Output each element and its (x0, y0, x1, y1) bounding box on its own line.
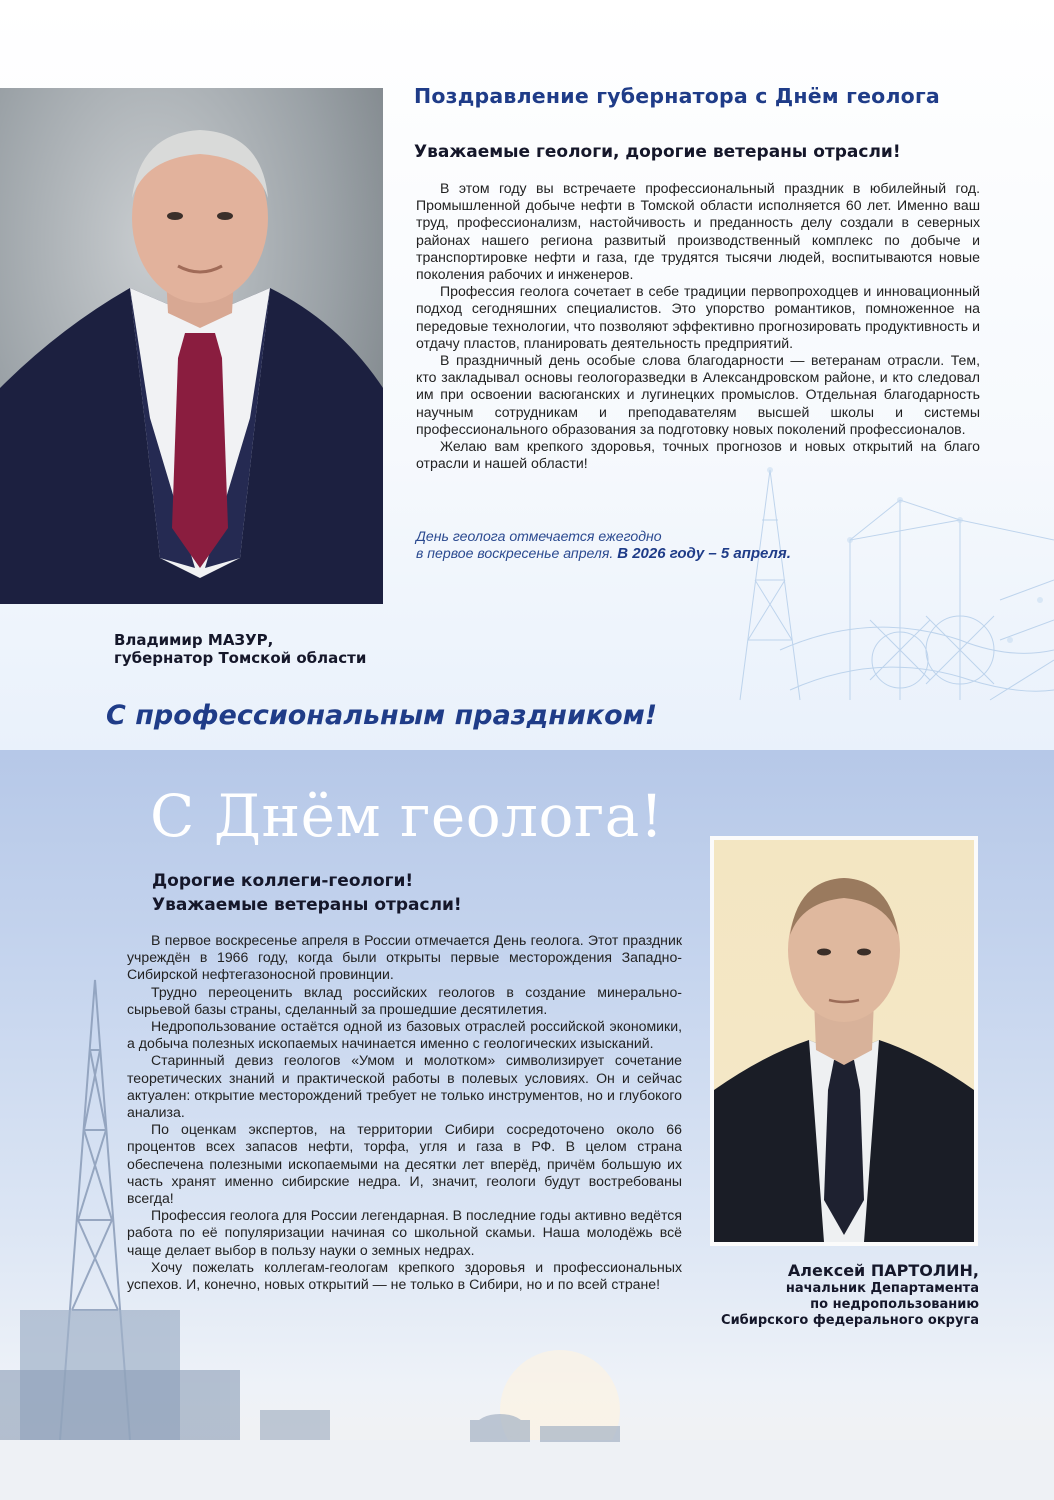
note-line-with-date (416, 545, 1016, 562)
colleague-greeting-body (127, 932, 682, 1293)
governor-greeting-salutation: Уважаемые геологи, дорогие ветераны отрасли! (414, 142, 901, 162)
body-paragraph: Профессия геолога сочетает в себе традиции первопроходцев и инновационный подход сегодняшних специалистов. Это упорство романтиков, помноженное на передовые технологии, что позволяют эффективно прогнозировать продуктивность и отдачу пластов, планировать деятельность предприятий. (416, 283, 980, 351)
signature-name: Владимир МАЗУР, (114, 631, 274, 649)
governor-signature (114, 631, 366, 667)
governor-greeting-body (416, 180, 980, 472)
body-paragraph: Хочу пожелать коллегам-геологам крепкого здоровья и профессиональных успехов. И, конечно, новых открытий — не только в Сибири, но и по всей стране! (127, 1258, 682, 1293)
geologist-day-date-note (416, 528, 1016, 562)
signature-name: Алексей ПАРТОЛИН, (787, 1261, 979, 1280)
body-paragraph: Желаю вам крепкого здоровья, точных прогнозов и новых открытий на благо отрасли и нашей области! (416, 438, 980, 472)
body-paragraph: Недропользование остаётся одной из базовых отраслей российской экономики, а добыча полезных ископаемых начинается именно с геологических изысканий. (127, 1018, 682, 1052)
governor-portrait-illustration (0, 88, 383, 604)
governor-greeting-title: Поздравление губернатора с Днём геолога (414, 84, 940, 108)
colleague-section (0, 750, 1054, 1500)
body-paragraph: Старинный девиз геологов «Умом и молотком» символизирует сочетание теоретических знаний и практической работы в полевых условиях. Он и сейчас актуален: открытие месторождений требует не только инструментов, но и глубокого анализа. (127, 1052, 682, 1121)
note-date-highlight: В 2026 году – 5 апреля. (617, 545, 791, 562)
geologist-day-title: С Днём геолога! (150, 782, 664, 850)
body-paragraph: В первое воскресенье апреля в России отмечается День геолога. Этот праздник учреждён в 1966 году, когда были открыты первые месторождения Западно-Сибирской нефтегазоносной провинции. (127, 932, 682, 983)
holiday-banner: С профессиональным праздником! (106, 700, 658, 731)
body-paragraph: Профессия геолога для России легендарная. В последние годы активно ведётся работа по её популяризации начиная со школьной скамьи. Наша молодёжь всё чаще делает выбор в пользу науки о земных недрах. (127, 1207, 682, 1258)
body-paragraph: В праздничный день особые слова благодарности — ветеранам отрасли. Тем, кто закладывал основы геологоразведки в Александровском районе, и кто следовал им при освоении васюганских и лугинецких промыслов. Отдельная благодарность научным сотрудникам и преподавателям высшей школы и системы профессионального образования за подготовку новых поколений профессионалов. (416, 352, 980, 437)
body-paragraph: Трудно переоценить вклад российских геологов в создание минерально-сырьевой базы страны, сделанный за прошедшие десятилетия. (127, 983, 682, 1017)
partolin-portrait-illustration (714, 840, 974, 1242)
note-line: День геолога отмечается ежегодно (416, 528, 662, 544)
partolin-signature (721, 1261, 979, 1329)
salutation-line: Дорогие коллеги-геологи! (152, 871, 414, 891)
salutation-line: Уважаемые ветераны отрасли! (152, 895, 462, 915)
signature-role: по недропользованию (810, 1297, 979, 1312)
governor-photo (0, 88, 383, 604)
signature-role: начальник Департамента (785, 1281, 979, 1296)
partolin-photo (710, 836, 978, 1246)
body-paragraph: По оценкам экспертов, на территории Сибири сосредоточено около 66 процентов всех запасов нефти, торфа, угля и газа в РФ. В целом страна обеспечена полезными ископаемыми на десятки лет вперёд, причём большую их часть хранят именно сибирские недра. И, значит, геологи будут востребованы всегда! (127, 1121, 682, 1207)
note-line: в первое воскресенье апреля. (416, 545, 614, 561)
signature-role: Сибирского федерального округа (721, 1313, 979, 1328)
colleague-greeting-salutation (152, 869, 462, 917)
signature-role: губернатор Томской области (114, 649, 367, 667)
body-paragraph: В этом году вы встречаете профессиональный праздник в юбилейный год. Промышленной добыче нефти в Томской области исполняется 60 лет. Именно ваш труд, профессионализм, настойчивость и преданность делу создали в северных районах нашего региона развитый производственный комплекс по добыче и транспортировке нефти и газа, где трудятся тысячи людей, воспитываются новые поколения рабочих и инженеров. (416, 180, 980, 283)
